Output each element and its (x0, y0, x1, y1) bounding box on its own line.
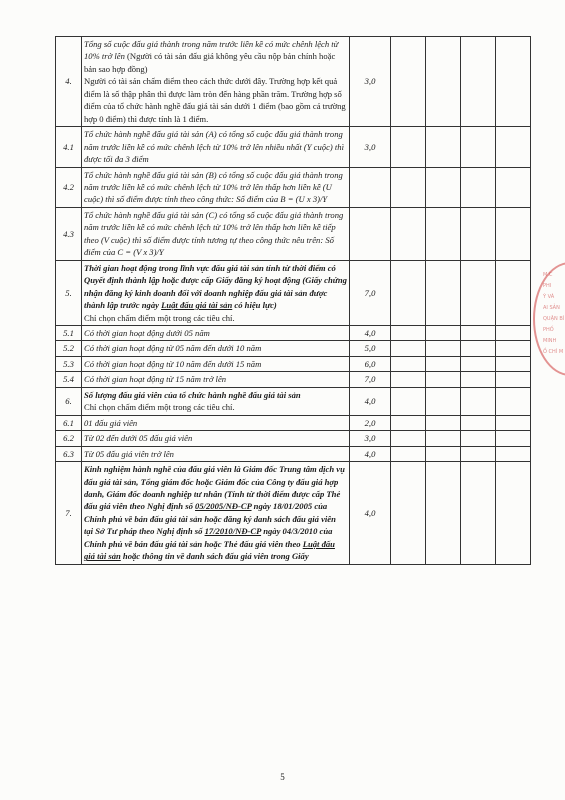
score-cell[interactable] (426, 260, 461, 325)
description-text: Có thời gian hoạt động từ 05 năm đến dưới 10 năm (84, 343, 262, 354)
description-text: Luật đấu giá tài sản (84, 538, 335, 562)
score-cell[interactable] (391, 446, 426, 461)
description-text: Tổ chức hành nghề đấu giá tài sản (A) có tổng số cuộc đấu giá thành trong năm trước liền kề có mức chênh lệch từ 10% trở lên nhiều nhất (Y cuộc) thì được tối đa 3 điểm (84, 129, 344, 165)
criterion-number: 5.2 (56, 341, 82, 356)
score-cell[interactable] (426, 415, 461, 430)
criterion-number: 5. (56, 260, 82, 325)
criterion-description (82, 167, 350, 207)
score-cell[interactable] (391, 37, 426, 127)
score-cell[interactable] (426, 387, 461, 415)
score-cell[interactable] (461, 415, 496, 430)
description-text: Có thời gian hoạt động từ 10 năm đến dưới 15 năm (84, 358, 262, 369)
score-cell[interactable] (496, 325, 531, 340)
score-cell[interactable] (391, 431, 426, 446)
table-row (56, 260, 531, 325)
stamp-text: QUẬN BÌ (543, 316, 565, 322)
score-cell[interactable] (461, 207, 496, 260)
max-score (350, 207, 391, 260)
max-score: 3,0 (350, 37, 391, 127)
score-cell[interactable] (496, 356, 531, 371)
score-cell[interactable] (461, 260, 496, 325)
description-text: Từ 05 đấu giá viên trở lên (84, 448, 174, 459)
max-score: 7,0 (350, 372, 391, 387)
max-score: 6,0 (350, 356, 391, 371)
score-cell[interactable] (461, 127, 496, 167)
score-cell[interactable] (426, 356, 461, 371)
score-cell[interactable] (391, 387, 426, 415)
criterion-description (82, 325, 350, 340)
max-score: 3,0 (350, 431, 391, 446)
table-row (56, 387, 531, 415)
table-row (56, 325, 531, 340)
score-cell[interactable] (426, 341, 461, 356)
table-row (56, 356, 531, 371)
criterion-description (82, 37, 350, 127)
score-cell[interactable] (461, 431, 496, 446)
criterion-description (82, 415, 350, 430)
score-cell[interactable] (496, 415, 531, 430)
description-text: Tổng số cuộc đấu giá thành trong năm trước liền kề có mức chênh lệch từ 10% trở lên (84, 39, 339, 62)
score-cell[interactable] (496, 207, 531, 260)
criterion-description (82, 341, 350, 356)
score-cell[interactable] (426, 446, 461, 461)
score-cell[interactable] (426, 325, 461, 340)
description-text: hoặc thông tin về danh sách đấu giá viên trong Giấy (120, 551, 309, 562)
description-text: 05/2005/NĐ-CP (195, 501, 252, 512)
criterion-number: 4.2 (56, 167, 82, 207)
stamp-text: Ồ CHÍ M (543, 349, 564, 355)
description-text: Kinh nghiệm hành nghề của đấu giá viên là Giám đốc Trung tâm dịch vụ đấu giá tài sản, Tổng giám đốc hoặc Giám đốc của Công ty đấu giá hợp danh, Giám đốc doanh nghiệp tư nhân (Tính từ thời điểm được cấp Thẻ đấu giá viên theo Nghị định số (84, 464, 345, 512)
criterion-number: 6.3 (56, 446, 82, 461)
max-score: 4,0 (350, 462, 391, 565)
table-row (56, 341, 531, 356)
description-text: Số lượng đấu giá viên của tổ chức hành nghề đấu giá tài sản (84, 389, 301, 400)
description-text: Từ 02 đến dưới 05 đấu giá viên (84, 433, 193, 444)
max-score: 2,0 (350, 415, 391, 430)
stamp-text: M.C (543, 272, 553, 278)
description-text: Tổ chức hành nghề đấu giá tài sản (B) có tổng số cuộc đấu giá thành trong năm trước liền kề có mức chênh lệch từ 10% trở lên thấp hơn liền kề (U cuộc) thì số điểm được tính theo công thức: Số điểm của B = (U x 3)/Y (84, 169, 343, 205)
score-cell[interactable] (426, 207, 461, 260)
score-cell[interactable] (426, 372, 461, 387)
score-cell[interactable] (461, 37, 496, 127)
criterion-number: 5.3 (56, 356, 82, 371)
max-score (350, 167, 391, 207)
criteria-table (55, 36, 531, 565)
criterion-number: 5.4 (56, 372, 82, 387)
score-cell[interactable] (426, 462, 461, 565)
score-cell[interactable] (391, 260, 426, 325)
score-cell[interactable] (426, 431, 461, 446)
max-score: 4,0 (350, 325, 391, 340)
max-score: 5,0 (350, 341, 391, 356)
criteria-table-body (56, 37, 531, 565)
criterion-number: 7. (56, 462, 82, 565)
score-cell[interactable] (461, 356, 496, 371)
stamp-text: PHỐ (543, 327, 554, 333)
score-cell[interactable] (496, 431, 531, 446)
score-cell[interactable] (391, 372, 426, 387)
criterion-description (82, 372, 350, 387)
stamp-text: PHI (543, 283, 552, 289)
score-cell[interactable] (391, 207, 426, 260)
score-cell[interactable] (391, 462, 426, 565)
score-cell[interactable] (496, 127, 531, 167)
description-text: Có thời gian hoạt động dưới 05 năm (84, 327, 210, 338)
criterion-description (82, 431, 350, 446)
description-text: ngày 04/3/2010 của Chính phủ về bán đấu giá tài sản hoặc Thẻ đấu giá viên theo (84, 526, 333, 549)
score-cell[interactable] (426, 37, 461, 127)
table-row (56, 415, 531, 430)
score-cell[interactable] (461, 167, 496, 207)
criterion-number: 6. (56, 387, 82, 415)
table-row (56, 37, 531, 127)
score-cell[interactable] (461, 462, 496, 565)
table-row (56, 372, 531, 387)
table-row (56, 431, 531, 446)
table-row (56, 167, 531, 207)
criterion-description (82, 462, 350, 565)
score-cell[interactable] (391, 127, 426, 167)
stamp-text: Ý VÀ (543, 294, 555, 300)
criterion-number: 4.3 (56, 207, 82, 260)
score-cell[interactable] (461, 446, 496, 461)
score-cell[interactable] (391, 341, 426, 356)
score-cell[interactable] (426, 127, 461, 167)
table-row (56, 446, 531, 461)
score-cell[interactable] (461, 387, 496, 415)
score-cell[interactable] (391, 167, 426, 207)
description-text: có hiệu lực) (232, 300, 277, 311)
description-text: 01 đấu giá viên (84, 417, 138, 428)
max-score: 7,0 (350, 260, 391, 325)
stamp-text: MINH (543, 338, 557, 344)
score-cell[interactable] (496, 167, 531, 207)
max-score: 4,0 (350, 446, 391, 461)
description-text: Luật đấu giá tài sản (161, 300, 233, 311)
criterion-description (82, 127, 350, 167)
max-score: 4,0 (350, 387, 391, 415)
criterion-number: 6.1 (56, 415, 82, 430)
table-row (56, 462, 531, 565)
description-text: (Người có tài sản đấu giá không yêu cầu nộp bản chính hoặc bản sao hợp đồng) (84, 51, 336, 74)
description-text: Thời gian hoạt động trong lĩnh vực đấu giá tài sản tính từ thời điểm có Quyết định thành lập hoặc được cấp Giấy đăng ký hoạt động (Giấy chứng nhận đăng ký kinh doanh đối với doanh nghiệp đấu giá tài sản được thành lập trước ngày (84, 262, 347, 311)
criterion-number: 4. (56, 37, 82, 127)
red-seal-stamp (533, 262, 565, 376)
score-cell[interactable] (461, 325, 496, 340)
description-text: ngày 18/01/2005 của Chính phủ về bán đấu giá tài sản hoặc đăng ký danh sách đấu giá viên tại Sở Tư pháp theo Nghị định số (84, 501, 336, 537)
score-cell[interactable] (496, 446, 531, 461)
score-cell[interactable] (461, 372, 496, 387)
criterion-description (82, 260, 350, 325)
stamp-text: AI SẢN (543, 305, 560, 311)
criterion-description (82, 446, 350, 461)
score-cell[interactable] (391, 325, 426, 340)
score-cell[interactable] (426, 167, 461, 207)
description-text: Chỉ chọn chấm điểm một trong các tiêu chí. (84, 312, 235, 323)
criterion-number: 5.1 (56, 325, 82, 340)
table-row (56, 207, 531, 260)
score-cell[interactable] (496, 37, 531, 127)
description-text: 17/2010/NĐ-CP (204, 526, 262, 537)
criterion-number: 4.1 (56, 127, 82, 167)
description-text: Người có tài sản chấm điểm theo cách thức dưới đây. Trường hợp kết quả điểm là số thập phân thì được làm tròn đến hàng phần trăm. Trường hợp số điểm của tổ chức hành nghề đấu giá tài sản dưới 1 điểm (bao gồm cả trường hợp 0 điểm) thì được tính là 1 điểm. (84, 76, 346, 124)
score-cell[interactable] (496, 341, 531, 356)
description-text: Chỉ chọn chấm điểm một trong các tiêu chí. (84, 402, 235, 413)
score-cell[interactable] (391, 415, 426, 430)
criterion-description (82, 207, 350, 260)
score-cell[interactable] (496, 462, 531, 565)
description-text: Tổ chức hành nghề đấu giá tài sản (C) có tổng số cuộc đấu giá thành trong năm trước liền kề có mức chênh lệch từ 10% trở lên thấp hơn liền kề tiếp theo (V cuộc) thì số điểm được tính tương tự theo công thức nêu trên: Số điểm của C = (V x 3)/Y (84, 209, 344, 258)
score-cell[interactable] (496, 372, 531, 387)
score-cell[interactable] (461, 341, 496, 356)
score-cell[interactable] (391, 356, 426, 371)
description-text: Có thời gian hoạt động từ 15 năm trở lên (84, 374, 227, 385)
page-number: 5 (280, 772, 285, 782)
table-row (56, 127, 531, 167)
criterion-description (82, 387, 350, 415)
score-cell[interactable] (496, 260, 531, 325)
score-cell[interactable] (496, 387, 531, 415)
criterion-number: 6.2 (56, 431, 82, 446)
max-score: 3,0 (350, 127, 391, 167)
criterion-description (82, 356, 350, 371)
